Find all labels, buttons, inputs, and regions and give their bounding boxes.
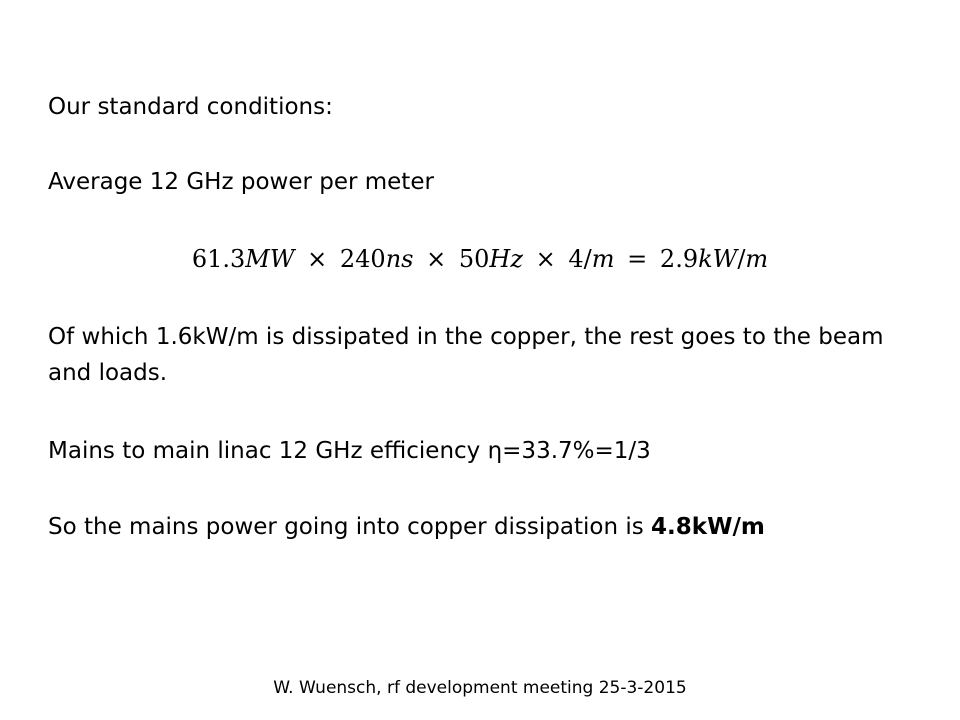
formula-times-3: × bbox=[535, 245, 556, 273]
formula-term4-unit: m bbox=[591, 245, 615, 273]
formula-term4-number: 4 bbox=[568, 245, 584, 273]
formula-result-unit-a: kW bbox=[698, 245, 738, 273]
formula-times-1: × bbox=[307, 245, 328, 273]
efficiency-line: Mains to main linac 12 GHz efficiency η=33.7%=1/3 bbox=[48, 438, 651, 464]
formula-result-number: 2.9 bbox=[659, 245, 699, 273]
formula-term1-unit: MW bbox=[245, 245, 295, 273]
formula-term3-number: 50 bbox=[458, 245, 490, 273]
slide-heading: Our standard conditions: bbox=[48, 94, 333, 120]
slide-footer: W. Wuensch, rf development meeting 25-3-2015 bbox=[273, 678, 687, 698]
formula-result-unit-b: m bbox=[745, 245, 769, 273]
dissipation-paragraph: Of which 1.6kW/m is dissipated in the copper, the rest goes to the beam and loads. bbox=[48, 324, 884, 386]
power-subheading: Average 12 GHz power per meter bbox=[48, 169, 434, 195]
conclusion-line bbox=[48, 512, 765, 542]
power-formula bbox=[0, 242, 960, 276]
formula-slash-2: / bbox=[737, 245, 746, 273]
formula-slash-1: / bbox=[583, 245, 592, 273]
formula-equals: = bbox=[627, 245, 648, 273]
formula-term1-number: 61.3 bbox=[191, 245, 246, 273]
formula-term2-unit: ns bbox=[385, 245, 414, 273]
conclusion-value: 4.8kW/m bbox=[651, 514, 765, 540]
formula-times-2: × bbox=[426, 245, 447, 273]
formula-term2-number: 240 bbox=[339, 245, 386, 273]
conclusion-prefix: So the mains power going into copper dissipation is bbox=[48, 514, 652, 540]
formula-term3-unit: Hz bbox=[489, 245, 523, 273]
